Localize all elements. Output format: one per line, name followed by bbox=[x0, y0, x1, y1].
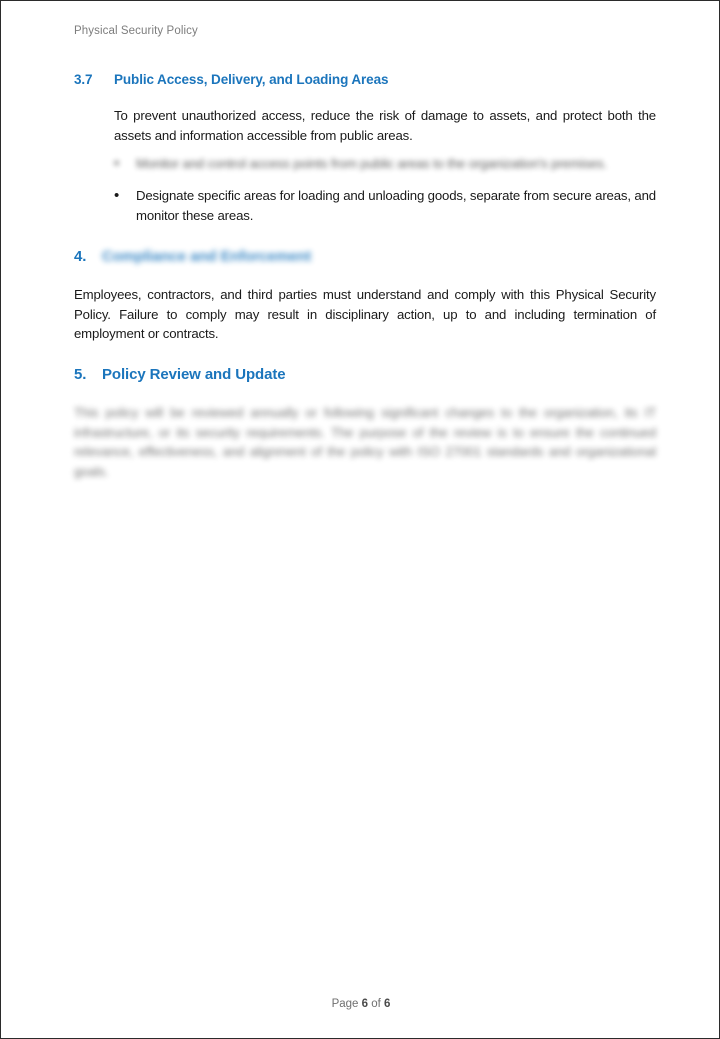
paragraph-3-7-intro: To prevent unauthorized access, reduce the risk of damage to assets, and protect both the assets and information accessible from public areas. bbox=[114, 108, 656, 143]
heading-5-number: 5. bbox=[74, 366, 87, 383]
paragraph-5-body: This policy will be reviewed annually or following significant changes to the organization, its IT infrastructure, or its security requirements. The purpose of the review is to ensure the continued relevance, effectiveness, and alignment of the policy with ISO 27001 standards and organizational goals. bbox=[74, 405, 656, 479]
bullet-item-2 bbox=[114, 186, 656, 225]
bullet-dot-icon: • bbox=[114, 155, 120, 172]
bullet-item-1 bbox=[114, 154, 656, 174]
heading-5-title: Policy Review and Update bbox=[102, 366, 286, 383]
bullet-dot-icon: • bbox=[114, 187, 120, 204]
bullet-item-2-text: Designate specific areas for loading and unloading goods, separate from secure areas, and monitor these areas. bbox=[136, 188, 656, 223]
heading-3-7 bbox=[74, 72, 656, 87]
heading-4-title: Compliance and Enforcement bbox=[102, 248, 312, 265]
heading-3-7-title: Public Access, Delivery, and Loading Areas bbox=[114, 72, 389, 87]
heading-4 bbox=[74, 248, 656, 265]
paragraph-4-body: Employees, contractors, and third parties must understand and comply with this Physical Security Policy. Failure to comply may result in disciplinary action, up to and including termination of employment or contracts. bbox=[74, 287, 656, 341]
footer-prefix: Page bbox=[331, 998, 362, 1010]
heading-4-number: 4. bbox=[74, 248, 87, 265]
footer-middle: of bbox=[368, 998, 385, 1010]
page-content bbox=[1, 1, 720, 1039]
footer-current-page: 6 bbox=[361, 998, 369, 1010]
heading-5 bbox=[74, 366, 656, 383]
footer-total-pages: 6 bbox=[384, 998, 391, 1010]
heading-3-7-number: 3.7 bbox=[74, 72, 93, 87]
page-footer bbox=[1, 998, 720, 1010]
running-header: Physical Security Policy bbox=[74, 25, 198, 37]
bullet-item-1-text: Monitor and control access points from public areas to the organization's premises. bbox=[136, 156, 607, 171]
